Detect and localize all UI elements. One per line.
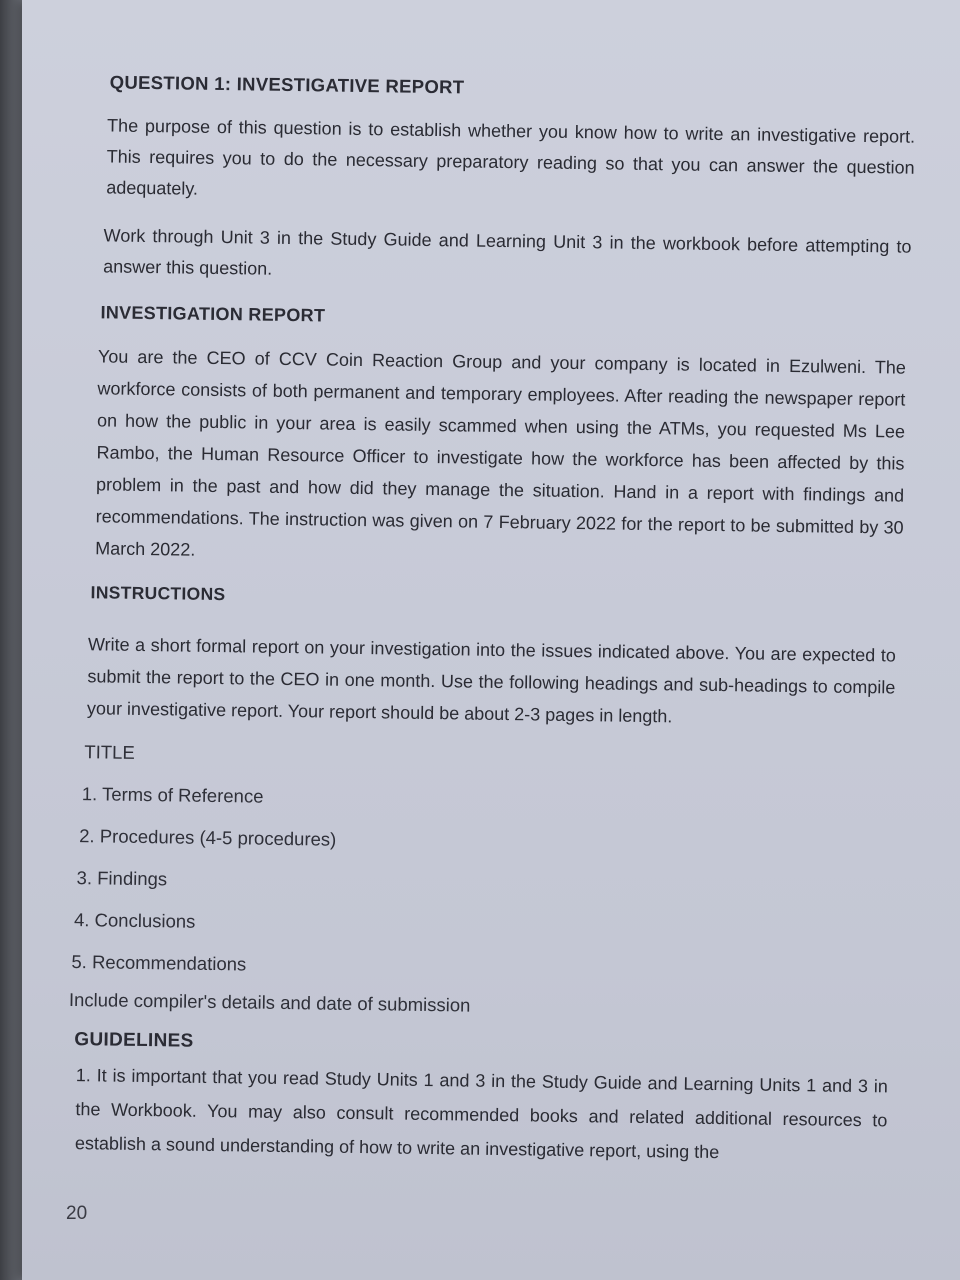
scenario-paragraph: You are the CEO of CCV Coin Reaction Group and your company is located in Ezulweni. The workforce consists of both permanent and temporary employees. After reading the newspaper report on how the public in your area is easily scammed when using the ATMs, you requested Ms Lee Rambo, the Human Resource Officer to investigate how the workforce has been affected by this problem in the past and how did they manage the situation. Hand in a report with findings and recommendations. The instruction was given on 7 February 2022 for the report to be submitted by 30 March 2022.	[95, 346, 906, 560]
item-procedures: 2. Procedures (4-5 procedures)	[79, 825, 337, 850]
item-recommendations: 5. Recommendations	[71, 951, 247, 975]
question-heading: QUESTION 1: INVESTIGATIVE REPORT	[109, 71, 465, 98]
intro-paragraph: The purpose of this question is to establish whether you know how to write an investigative report. This requires you to do the necessary preparatory reading so that you can answer the question adequately.	[106, 115, 916, 199]
guidelines-heading: GUIDELINES	[74, 1029, 194, 1052]
investigation-heading: INVESTIGATION REPORT	[100, 302, 326, 326]
guideline-1: 1. It is important that you read Study Units 1 and 3 in the Study Guide and Learning Units 1 and 3 in the Workbook. You may also consult recommended books and related additional resources to establish a sound understanding of how to write an investigative report, using the	[74, 1065, 888, 1163]
document-page	[22, 0, 960, 1280]
title-label: TITLE	[84, 741, 135, 763]
item-terms-of-reference: 1. Terms of Reference	[81, 783, 264, 807]
page-content	[13, 0, 960, 1280]
compiler-note: Include compiler's details and date of submission	[68, 988, 471, 1016]
instructions-paragraph: Write a short formal report on your investigation into the issues indicated above. You are expected to submit the report to the CEO in one month. Use the following headings and sub-headings to compile your investigative report. Your report should be about 2-3 pages in length.	[86, 634, 896, 727]
item-conclusions: 4. Conclusions	[73, 909, 196, 932]
work-paragraph: Work through Unit 3 in the Study Guide and Learning Unit 3 in the workbook before attempting to answer this question.	[103, 225, 912, 279]
instructions-heading: INSTRUCTIONS	[90, 582, 226, 605]
item-findings: 3. Findings	[76, 867, 168, 890]
page-number: 20	[66, 1203, 88, 1224]
